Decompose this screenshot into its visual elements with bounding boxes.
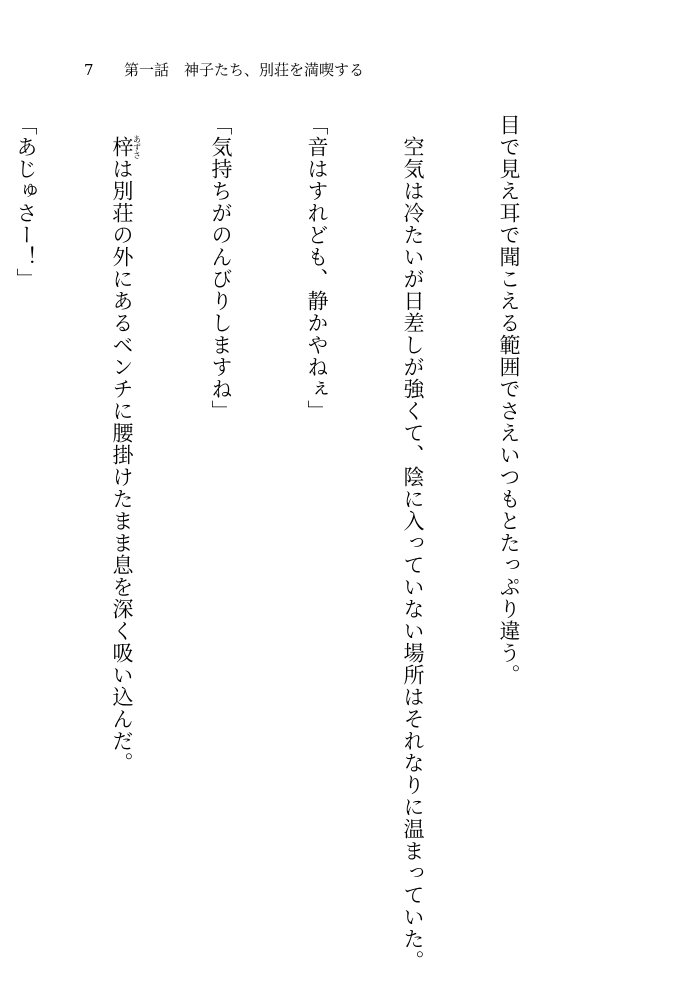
page-number: 7 — [84, 61, 94, 79]
text-line-1: 目で見え耳で聞こえる範囲でさえいつもとたっぷり違う。 — [497, 114, 521, 686]
running-header — [84, 58, 364, 82]
text-line-6: 「あじゅさー！」 — [14, 114, 38, 290]
chapter-title: 第一話 神子たち、別荘を満喫する — [124, 61, 365, 79]
text-line-4: 「気持ちがのんびりしますね」 — [209, 114, 233, 422]
text-line-3: 「音はすれども、静かやねぇ」 — [305, 114, 329, 422]
text-line-5: 梓あずさは別荘の外にあるベンチに腰掛けたまま息を深く吸い込んだ。 — [110, 135, 142, 774]
text-line-2: 空気は冷たいが日差しが強くて、陰に入っていない場所はそれなりに温まっていた。 — [401, 114, 425, 972]
ruby-azusa: 梓あずさ — [110, 135, 142, 159]
body-text — [0, 114, 589, 974]
